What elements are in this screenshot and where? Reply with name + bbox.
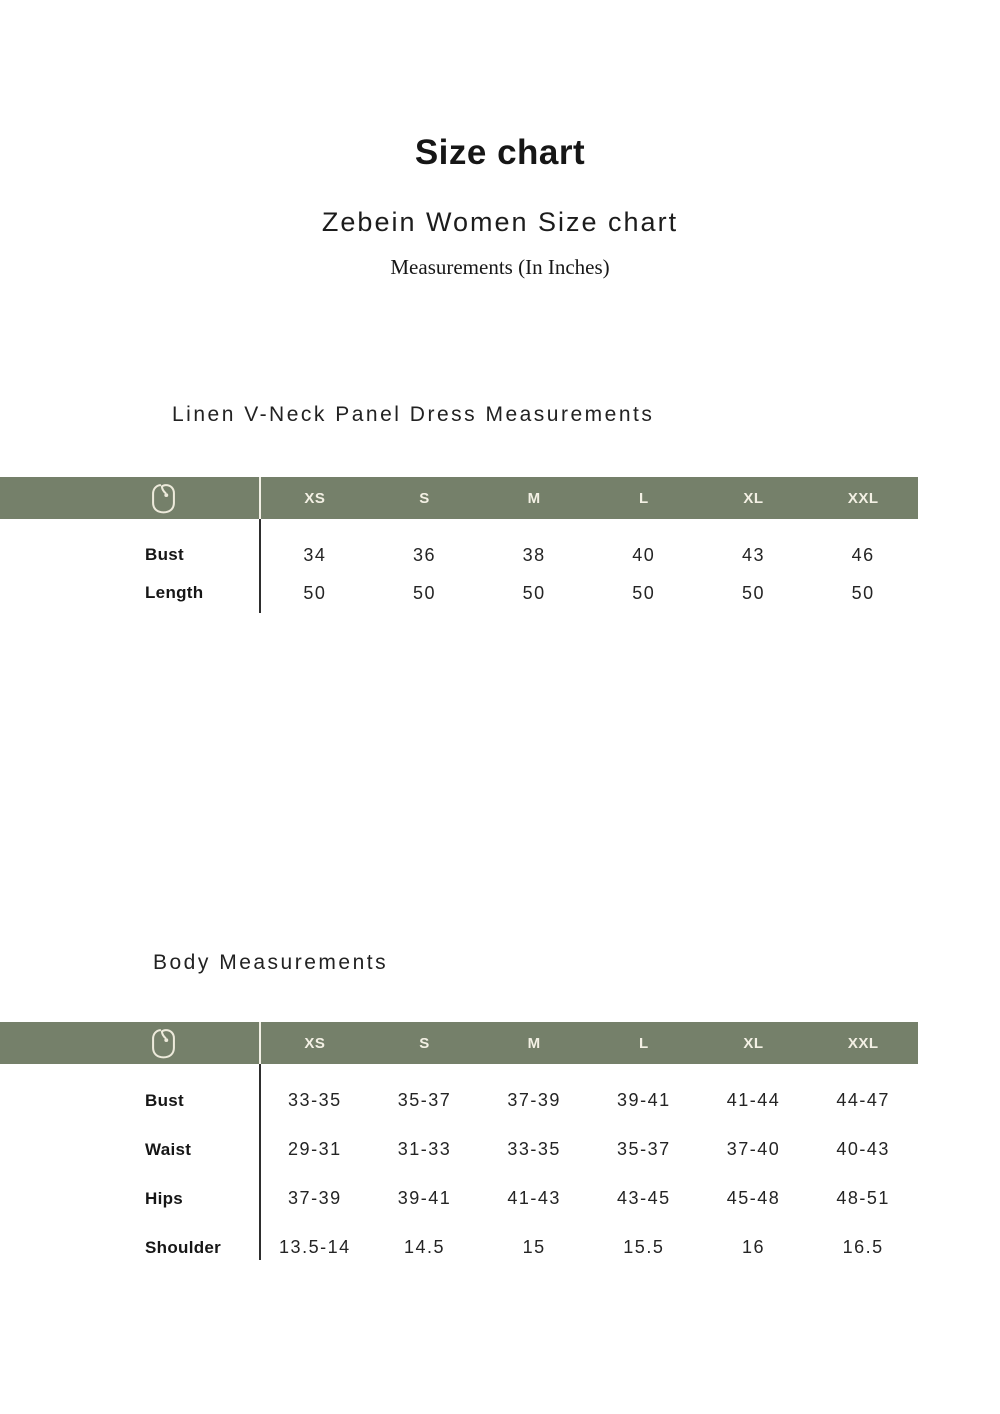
measurement-value: 45-48 [726, 1188, 781, 1208]
measurement-value: 43-45 [617, 1188, 671, 1208]
measurement-value: 37-39 [507, 1090, 561, 1110]
measurement-value: 46 [851, 544, 875, 565]
table-row-hips [0, 1174, 918, 1223]
measurement-value: 35-37 [617, 1139, 671, 1159]
header-column-divider [259, 477, 261, 519]
measurement-value: 41-43 [507, 1188, 561, 1208]
measurements-unit-note: Measurements (In Inches) [390, 255, 610, 279]
measurement-value: 39-41 [617, 1090, 671, 1110]
body-column-divider [259, 519, 261, 613]
size-column-header: M [527, 1034, 541, 1052]
table-row-waist [0, 1125, 918, 1174]
table-body [0, 1064, 918, 1272]
body-measurements-table [0, 1022, 918, 1272]
measurement-value: 50 [412, 582, 436, 603]
measurement-value: 34 [303, 544, 327, 565]
measurement-value: 43 [741, 544, 765, 565]
section-heading-dress-measurements: Linen V-Neck Panel Dress Measurements [172, 403, 655, 426]
measurement-value: 38 [522, 544, 546, 565]
measurement-value: 44-47 [836, 1090, 890, 1110]
measurement-value: 31-33 [397, 1139, 452, 1159]
row-label: Waist [145, 1139, 192, 1159]
measurement-value: 50 [632, 582, 656, 603]
table-header-row [0, 477, 918, 519]
page-title: Size chart [414, 133, 586, 172]
row-label: Hips [145, 1188, 184, 1208]
size-column-header: L [638, 1034, 649, 1052]
measurement-value: 33-35 [507, 1139, 561, 1159]
measurement-value: 13.5-14 [279, 1237, 351, 1257]
table-row-shoulder [0, 1223, 918, 1272]
row-label: Bust [145, 1090, 184, 1110]
size-column-header: XL [743, 1034, 764, 1052]
measurement-value: 37-39 [288, 1188, 342, 1208]
size-column-header: M [527, 489, 541, 507]
measurement-value: 15 [522, 1237, 546, 1257]
page-subtitle: Zebein Women Size chart [321, 207, 679, 237]
size-column-header: S [419, 489, 430, 507]
measurement-value: 48-51 [836, 1188, 890, 1208]
measurement-value: 41-44 [726, 1090, 781, 1110]
measurement-value: 16.5 [842, 1237, 884, 1257]
size-column-header: XS [304, 1034, 326, 1052]
row-label: Shoulder [145, 1237, 222, 1257]
row-label: Length [145, 583, 204, 602]
measurement-value: 29-31 [288, 1139, 342, 1159]
dress-measurements-table [0, 477, 918, 612]
size-column-header: XXL [847, 489, 879, 507]
table-header-row [0, 1022, 918, 1064]
size-column-header: L [638, 489, 649, 507]
table-corner-cell [0, 1022, 260, 1064]
section-heading-body-measurements: Body Measurements [153, 951, 389, 974]
body-column-divider [259, 1064, 261, 1260]
measurement-value: 15.5 [623, 1237, 665, 1257]
measurement-value: 50 [303, 582, 327, 603]
measurement-value: 35-37 [397, 1090, 452, 1110]
measurement-value: 14.5 [403, 1237, 446, 1257]
table-corner-cell [0, 477, 260, 519]
measurement-value: 33-35 [288, 1090, 342, 1110]
table-row-bust [0, 1076, 918, 1125]
measurement-value: 36 [412, 544, 436, 565]
measurement-value: 50 [851, 582, 875, 603]
measuring-tape-icon [150, 482, 177, 515]
measurement-value: 40 [632, 544, 656, 565]
measuring-tape-icon [150, 1027, 177, 1060]
measurement-value: 39-41 [397, 1188, 452, 1208]
row-label: Bust [145, 545, 184, 564]
table-body [0, 519, 918, 612]
measurement-value: 40-43 [836, 1139, 890, 1159]
size-column-header: S [419, 1034, 430, 1052]
size-column-header: XXL [847, 1034, 879, 1052]
measurement-value: 37-40 [726, 1139, 781, 1159]
table-row-bust [0, 536, 918, 574]
measurement-value: 50 [522, 582, 546, 603]
measurement-value: 16 [741, 1237, 765, 1257]
size-column-header: XL [743, 489, 764, 507]
table-row-length [0, 574, 918, 612]
header-column-divider [259, 1022, 261, 1064]
size-column-header: XS [304, 489, 326, 507]
measurement-value: 50 [741, 582, 765, 603]
